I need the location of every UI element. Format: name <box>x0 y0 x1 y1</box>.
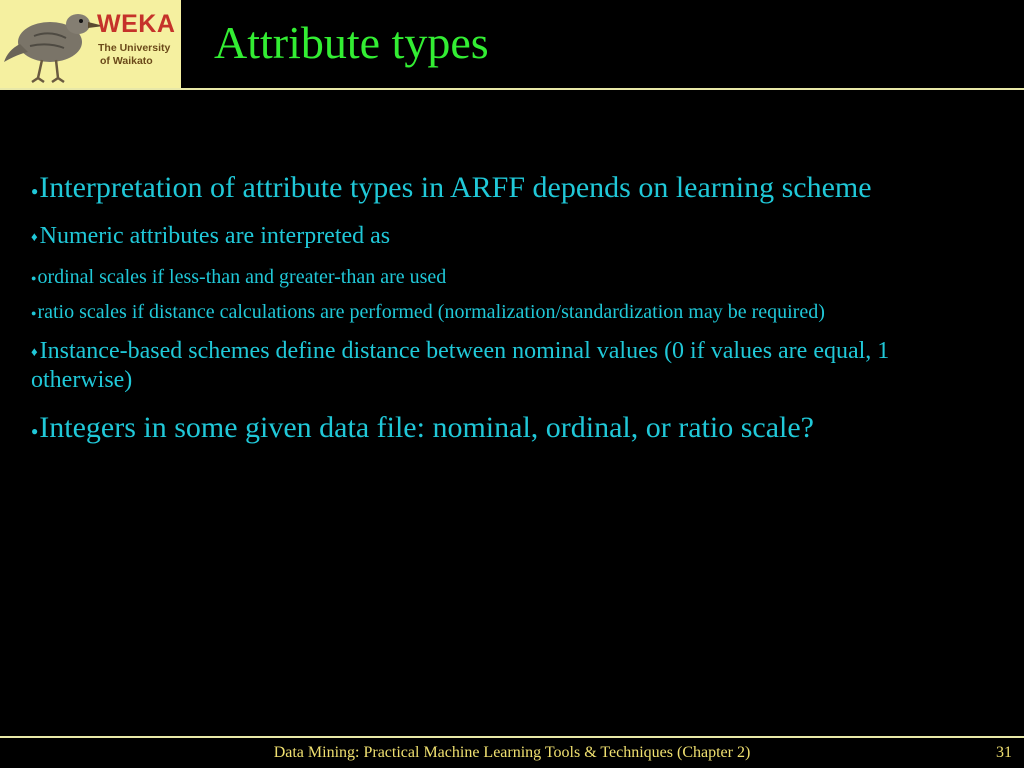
weka-bird-icon <box>0 0 100 88</box>
bullet-level-3 <box>31 265 981 289</box>
round-bullet-icon: ● <box>31 307 37 318</box>
bullet-text: ratio scales if distance calculations are performed (normalization/standardization may be required) <box>37 300 825 323</box>
logo-university-line-2: of Waikato <box>100 55 153 67</box>
page-number: 31 <box>996 744 1012 761</box>
bullet-text: Instance-based schemes define distance between nominal values (0 if values are equal, 1 otherwise) <box>31 337 890 393</box>
slide-body <box>31 170 981 446</box>
round-bullet-icon: ● <box>31 184 39 198</box>
bullet-level-2 <box>31 337 981 395</box>
weka-brand: WEKA <box>97 10 176 38</box>
weka-logo <box>0 0 181 88</box>
bullet-text: Interpretation of attribute types in ARFF depends on learning scheme <box>39 171 872 204</box>
top-divider <box>0 88 1024 90</box>
bullet-level-1 <box>31 410 981 446</box>
bullet-level-3 <box>31 300 981 324</box>
round-bullet-icon: ● <box>31 272 37 283</box>
logo-university-line-1: The University <box>98 42 171 54</box>
bullet-text: Integers in some given data file: nominal, ordinal, or ratio scale? <box>39 411 814 445</box>
bullet-level-2 <box>31 222 981 251</box>
footer-text: Data Mining: Practical Machine Learning Tools & Techniques (Chapter 2) <box>273 744 751 761</box>
bullet-text: ordinal scales if less-than and greater-than are used <box>37 265 447 288</box>
slide-title: Attribute types <box>214 17 489 68</box>
diamond-bullet-icon: ♦ <box>31 343 38 359</box>
bullet-level-1 <box>31 170 981 206</box>
diamond-bullet-icon: ♦ <box>31 229 38 244</box>
bullet-text: Numeric attributes are interpreted as <box>39 223 391 249</box>
round-bullet-icon: ● <box>31 424 39 439</box>
bottom-divider <box>0 736 1024 738</box>
